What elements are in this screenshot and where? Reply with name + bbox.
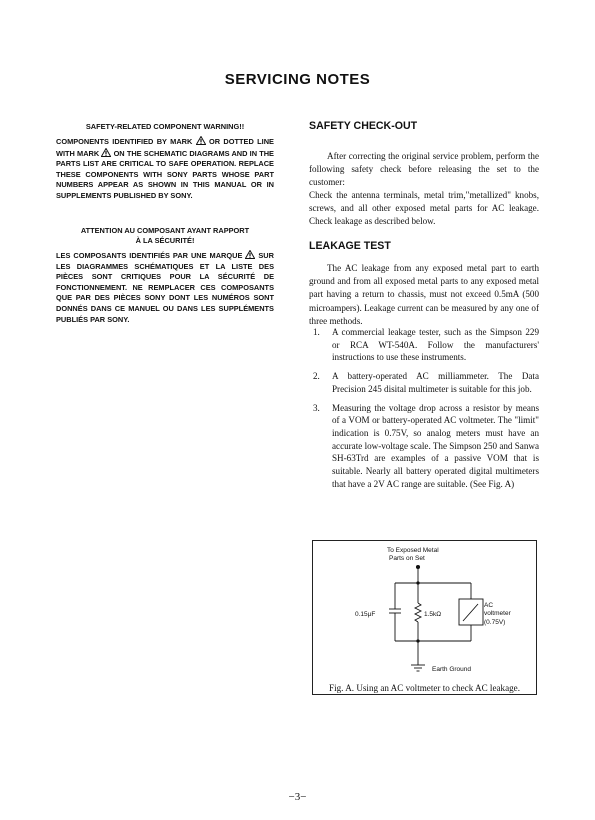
figure-caption: Fig. A. Using an AC voltmeter to check AC leakage. — [329, 683, 520, 693]
warning-triangle-icon — [196, 136, 206, 145]
leakage-methods-list — [309, 326, 539, 496]
label-resistor: 1.5kΩ — [424, 611, 442, 618]
leakage-test-heading: LEAKAGE TEST — [309, 240, 391, 252]
warning-en — [56, 122, 274, 202]
warning-en-text-2: OR DOTTED LINE WITH MARK — [56, 137, 274, 158]
label-earth-ground: Earth Ground — [432, 666, 472, 673]
leakage-test-para: The AC leakage from any exposed metal part to earth ground and from all exposed metal parts to any exposed metal part having a return to chassis, must not exceed 0.5mA (500 microampers). Leakage current can be measured by any one of three methods. — [309, 263, 539, 326]
warning-fr-body — [56, 250, 274, 325]
label-exposed-metal-2: Parts on Set — [389, 555, 425, 562]
warning-en-body — [56, 136, 274, 202]
warning-fr-text-2: SUR LES DIAGRAMMES SCHÉMATIQUES ET LA LISTE DES PIÈCES SONT CRITIQUES POUR LA SÉCURITÉ DE FONCTIONNEMENT. NE REMPLACER CES COMPOSANTS QUE PAR DES PIÈCES SONY DONT LES NUMÉROS SONT DONNÉS DANS CE MANUEL OU DANS LES SUPPLÉMENTS PUBLIÉS PAR SONY. — [56, 251, 274, 324]
warning-en-heading: SAFETY-RELATED COMPONENT WARNING!! — [85, 122, 245, 131]
label-meter-3: (0.75V) — [484, 619, 506, 626]
warning-fr-heading-1: ATTENTION AU COMPOSANT AYANT RAPPORT — [80, 226, 250, 235]
label-meter-2: voltmeter — [484, 610, 511, 617]
safety-checkout-para-2: Check the antenna terminals, metal trim,"metallized" knobs, screws, and all other exposed metal parts for AC leakage. Check leakage as described below. — [309, 190, 539, 227]
list-item-text: A commercial leakage tester, such as the Simpson 229 or RCA WT-540A. Follow the manufacturers' instructions to use these instruments. — [332, 327, 539, 363]
list-item-number: 1. — [313, 327, 320, 337]
list-item-number: 3. — [313, 402, 320, 413]
warning-triangle-icon — [101, 148, 111, 157]
list-item — [309, 326, 539, 364]
page-number: −3− — [288, 791, 307, 803]
warning-fr-heading-2: À LA SÉCURITÉ! — [135, 236, 195, 245]
list-item-text: A battery-operated AC milliammeter. The Data Precision 245 disital multimeter is suitable for this job. — [332, 371, 539, 394]
list-item — [309, 402, 539, 491]
circuit-wires — [389, 565, 483, 671]
warning-triangle-icon — [245, 250, 255, 259]
safety-checkout-para-1: After correcting the original service problem, perform the following safety check before releasing the set to the customer: — [309, 151, 539, 188]
label-meter-1: AC — [484, 602, 494, 609]
list-item-text: Measuring the voltage drop across a resistor by means of a VOM or battery-operated AC voltmeter. The "limit" indication is 0.75V, so analog meters must have an accurate low-voltage scale. The Simpson 250 and Sanwa SH-63Trd are examples of a passive VOM that is suitable. Nearly all battery operated digital multimeters that have a 2V AC range are suitable. (See Fig. A) — [332, 402, 539, 489]
page-title: SERVICING NOTES — [224, 71, 371, 88]
list-item — [309, 370, 539, 395]
warning-fr — [56, 226, 274, 325]
figure-a — [312, 540, 537, 695]
warning-en-text-1: COMPONENTS IDENTIFIED BY MARK — [56, 137, 193, 146]
safety-checkout-heading: SAFETY CHECK-OUT — [309, 120, 418, 132]
list-item-number: 2. — [313, 371, 320, 382]
warning-en-text-3: ON THE SCHEMATIC DIAGRAMS AND IN THE PARTS LIST ARE CRITICAL TO SAFE OPERATION. REPLACE THESE COMPONENTS WITH SONY PARTS WHOSE PART NUMBERS APPEAR AS SHOWN IN THIS MANUAL OR IN SUPPLEMENTS PUBLISHED BY SONY. — [56, 148, 274, 200]
warning-fr-text-1: LES COMPOSANTS IDENTIFIÉS PAR UNE MARQUE — [56, 251, 243, 260]
label-capacitor: 0.15μF — [355, 611, 376, 618]
label-exposed-metal-1: To Exposed Metal — [387, 547, 439, 554]
leakage-circuit-diagram — [313, 541, 536, 694]
